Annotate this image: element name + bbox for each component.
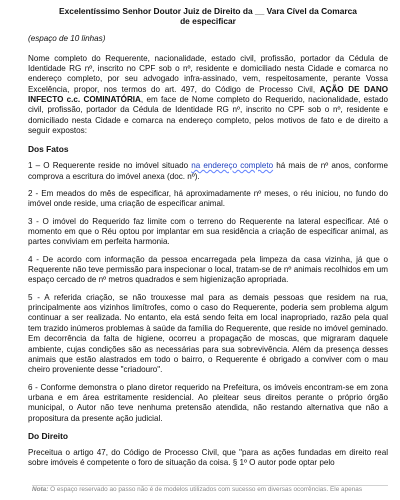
fact-1 xyxy=(28,161,388,182)
action-name: AÇÃO DE DANO INFECTO c.c. COMINATÓRIA xyxy=(28,84,389,104)
fact-1-spellcheck-text[interactable]: na endereço completo xyxy=(191,161,274,171)
intro-paragraph xyxy=(28,54,388,137)
note-label: Nota: xyxy=(32,486,49,493)
fact-1-after: há mais de nº anos, conforme comprova a escritura do imóvel anexa (doc. nº). xyxy=(28,161,388,181)
fact-5: 5 - A referida criação, se não trouxesse mal para as demais pessoas que residem na rua, principalmente aos vizinhos limítrofes, como o caso do Requerente, poderia sem problema algum continuar a ser realizada. No entanto, ela está sendo feita em local inapropriado, razão pela qual tem trazido inúmeros problemas à saúde da família do Requerente, que reside no imóvel geminado. Em decorrência da falta de higiene, ocorreu a propagação de moscas, que migraram daquele ambiente, cujas condições são as necessárias para sua sobrevivência. Além da presença desses animais que estão alastrados em todo o bairro, o Requerente é obrigado a conviver com o mau cheiro proveniente desse "criadouro". xyxy=(28,292,388,375)
document-title xyxy=(28,6,388,26)
note-text: O espaço reservado ao passo não é de modelos utilizados com sucesso em diversas ocorrências. Ele apenas xyxy=(50,486,363,493)
intro-text-part-2: , em face de Nome completo do Requerido, nacionalidade, estado civil, profissão, portador da Cédula de Identidade RG nº, inscrito no CPF sob o nº, residente e domiciliado nesta Cidade e comarca na endereço completo, pelos motivos de fato e de direito a seguir expostos: xyxy=(28,94,388,136)
title-line-2: de especificar xyxy=(180,16,236,27)
spacing-note: (espaço de 10 linhas) xyxy=(28,34,106,44)
title-line-1: Excelentíssimo Senhor Doutor Juiz de Direito da __ Vara Cível da Comarca xyxy=(59,6,357,16)
law-paragraph: Preceitua o artigo 47, do Código de Processo Civil, que "para as ações fundadas em direito real sobre imóveis é competente o foro de situação da coisa. § 1º O autor pode optar pelo xyxy=(28,447,388,468)
fact-6: 6 - Conforme demonstra o plano diretor requerido na Prefeitura, os imóveis encontram-se em zona urbana e em área estritamente residencial. Ao pleitear seus direitos perante o próprio órgão municipal, o Autor não teve nenhuma pretensão atendida, não restando alternativa que não a propositura da presente ação judicial. xyxy=(28,382,388,423)
facts-heading: Dos Fatos xyxy=(28,144,69,155)
law-heading: Do Direito xyxy=(28,431,69,442)
fact-3: 3 - O imóvel do Requerido faz limite com o terreno do Requerente na lateral especificar. Até o momento em que o Réu optou por implantar em sua residência a criação de especificar animal, as partes conviviam em perfeita harmonia. xyxy=(28,216,388,247)
intro-text-part-1: Nome completo do Requerente, nacionalidade, estado civil, profissão, portador da Cédula de Identidade RG nº, inscrito no CPF sob o nº, residente e domiciliado nesta Cidade e comarca no endereço completo, por seu advogado infra-assinado, vem, respeitosamente, perante Vossa Excelência, propor, nos termos do art. 497, do Código de Processo Civil, xyxy=(28,53,388,94)
bottom-note xyxy=(32,485,388,500)
fact-1-before: 1 – O Requerente reside no imóvel situado xyxy=(28,161,192,171)
fact-2: 2 - Em meados do mês de especificar, há aproximadamente nº meses, o réu iniciou, no fundo do imóvel onde reside, uma criação de especificar animal. xyxy=(28,188,388,209)
fact-4: 4 - De acordo com informação da pessoa encarregada pela limpeza da casa vizinha, já que o Requerente não teve permissão para inspecionar o local, tratam-se de nº animais recolhidos em um espaço cercado de nº metros quadrados e sem higienização apropriada. xyxy=(28,254,388,285)
